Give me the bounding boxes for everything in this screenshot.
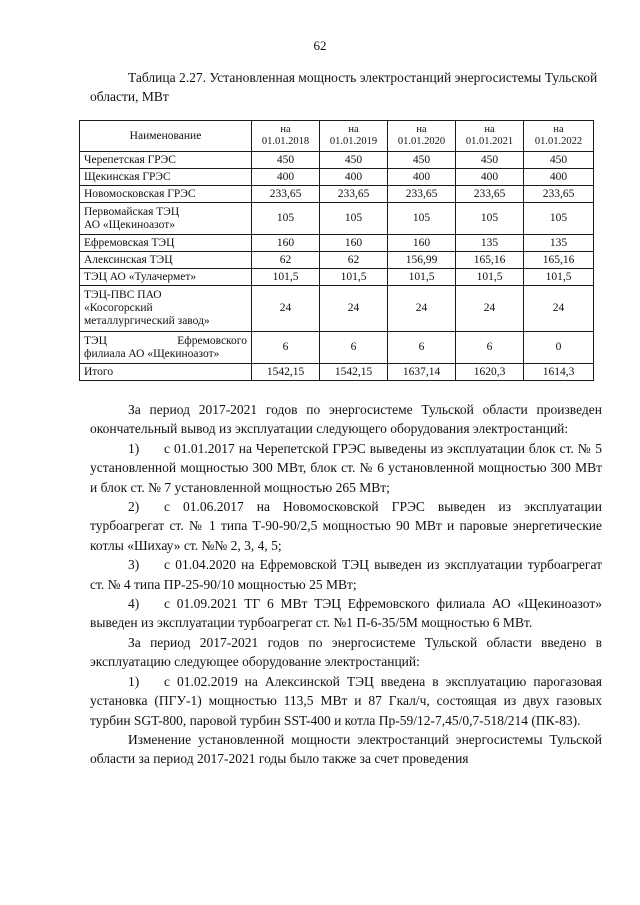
plant-name-line: АО «Щекиноазот» bbox=[84, 218, 175, 231]
plant-name-line: филиала АО «Щекиноазот» bbox=[84, 347, 220, 360]
item-text: с 01.04.2020 на Ефремовской ТЭЦ выведен из эксплуатации турбоагрегат ст. № 4 типа ПР-25-90/10 мощностью 25 МВт; bbox=[90, 557, 602, 592]
paragraph-commission-intro: За период 2017-2021 годов по энергосистеме Тульской области введено в эксплуатацию следующее оборудование электростанций: bbox=[90, 634, 602, 670]
total-value: 1620,3 bbox=[456, 364, 524, 381]
capacity-value: 233,65 bbox=[252, 186, 320, 203]
total-value: 1542,15 bbox=[252, 364, 320, 381]
capacity-value: 24 bbox=[456, 286, 524, 332]
capacity-value: 233,65 bbox=[456, 186, 524, 203]
capacity-value: 105 bbox=[456, 203, 524, 235]
capacity-value: 165,16 bbox=[524, 252, 594, 269]
item-text: с 01.02.2019 на Алексинской ТЭЦ введена в эксплуатацию парогазовая установка (ПГУ-1) мощностью 113,5 МВт и 87 Гкал/ч, состоящая из двух газовых турбин SGT-800, паровой турбин SST-400 и котла Пр-59/12-7,45/0,7-518/214 (ПК-83). bbox=[90, 673, 602, 728]
year-date: 01.01.2019 bbox=[329, 136, 378, 147]
column-header-year bbox=[388, 121, 456, 152]
item-number: 4) bbox=[128, 596, 140, 612]
table-row bbox=[80, 286, 594, 332]
total-value: 1637,14 bbox=[388, 364, 456, 381]
year-date: 01.01.2022 bbox=[534, 136, 583, 147]
capacity-value: 0 bbox=[524, 332, 594, 364]
capacity-value: 400 bbox=[524, 169, 594, 186]
plant-name: Новомосковская ГРЭС bbox=[80, 186, 252, 203]
item-number: 3) bbox=[128, 557, 140, 573]
capacity-value: 105 bbox=[524, 203, 594, 235]
capacity-value: 6 bbox=[320, 332, 388, 364]
capacity-value: 101,5 bbox=[252, 269, 320, 286]
paragraph-closing: Изменение установленной мощности электростанций энергосистемы Тульской области за период 2017-2021 годы было также за счет проведения bbox=[90, 731, 602, 767]
item-text: с 01.01.2017 на Черепетской ГРЭС выведены из эксплуатации блок ст. № 5 установленной мощностью 300 МВт, блок ст. № 6 установленной мощностью 300 МВт и блок ст. № 7 установленной мощностью 265 МВт; bbox=[90, 440, 602, 495]
item-number: 2) bbox=[128, 499, 140, 515]
decommission-item bbox=[90, 555, 602, 594]
table-row bbox=[80, 252, 594, 269]
capacity-value: 400 bbox=[456, 169, 524, 186]
capacity-value: 160 bbox=[252, 235, 320, 252]
table-total-row bbox=[80, 364, 594, 381]
plant-name-line: ТЭЦ Ефремовского bbox=[84, 334, 247, 347]
column-header-name: Наименование bbox=[80, 121, 252, 152]
item-number: 1) bbox=[128, 673, 140, 689]
plant-name: Алексинская ТЭЦ bbox=[80, 252, 252, 269]
column-header-year bbox=[456, 121, 524, 152]
commission-item bbox=[90, 672, 602, 730]
year-date: 01.01.2018 bbox=[261, 136, 310, 147]
capacity-value: 101,5 bbox=[388, 269, 456, 286]
capacity-value: 6 bbox=[388, 332, 456, 364]
capacity-value: 233,65 bbox=[388, 186, 456, 203]
capacity-value: 62 bbox=[320, 252, 388, 269]
column-header-year bbox=[524, 121, 594, 152]
capacity-value: 233,65 bbox=[524, 186, 594, 203]
capacity-value: 450 bbox=[524, 152, 594, 169]
capacity-value: 450 bbox=[320, 152, 388, 169]
capacity-value: 24 bbox=[524, 286, 594, 332]
power-plants-table bbox=[79, 120, 594, 381]
plant-name-line: металлургический завод» bbox=[84, 315, 210, 327]
capacity-value: 101,5 bbox=[524, 269, 594, 286]
table-row bbox=[80, 235, 594, 252]
table-caption: Таблица 2.27. Установленная мощность электростанций энергосистемы Тульской области, МВт bbox=[90, 70, 598, 104]
column-header-year bbox=[252, 121, 320, 152]
decommission-item bbox=[90, 497, 602, 555]
capacity-value: 24 bbox=[388, 286, 456, 332]
capacity-value: 105 bbox=[320, 203, 388, 235]
plant-name: Черепетская ГРЭС bbox=[80, 152, 252, 169]
plant-name-line: «Косогорский bbox=[84, 302, 153, 314]
capacity-value: 105 bbox=[252, 203, 320, 235]
capacity-value: 450 bbox=[388, 152, 456, 169]
table-row bbox=[80, 152, 594, 169]
table-row bbox=[80, 186, 594, 203]
capacity-value: 450 bbox=[252, 152, 320, 169]
plant-name: ТЭЦ АО «Тулачермет» bbox=[80, 269, 252, 286]
table-row bbox=[80, 269, 594, 286]
table-row bbox=[80, 203, 594, 235]
year-prefix: на bbox=[280, 124, 291, 135]
capacity-value: 62 bbox=[252, 252, 320, 269]
item-number: 1) bbox=[128, 440, 140, 456]
capacity-value: 233,65 bbox=[320, 186, 388, 203]
year-date: 01.01.2020 bbox=[397, 136, 446, 147]
total-value: 1614,3 bbox=[524, 364, 594, 381]
item-text: с 01.06.2017 на Новомосковской ГРЭС выведен из эксплуатации турбоагрегат ст. № 1 типа Т-90-90/2,5 мощностью 90 МВт и паровые энергетические котлы «Шихау» ст. №№ 2, 3, 4, 5; bbox=[90, 499, 602, 553]
plant-name bbox=[80, 203, 252, 235]
year-prefix: на bbox=[416, 124, 427, 135]
plant-name: Ефремовская ТЭЦ bbox=[80, 235, 252, 252]
capacity-value: 165,16 bbox=[456, 252, 524, 269]
item-text: с 01.09.2021 ТГ 6 МВт ТЭЦ Ефремовского филиала АО «Щекиноазот» выведен из эксплуатации турбоагрегат ст. №1 П-6-35/5М мощностью 6 МВт. bbox=[90, 596, 602, 631]
total-label: Итого bbox=[80, 364, 252, 381]
year-prefix: на bbox=[348, 124, 359, 135]
capacity-value: 101,5 bbox=[320, 269, 388, 286]
plant-name: Щекинская ГРЭС bbox=[80, 169, 252, 186]
table-row bbox=[80, 169, 594, 186]
capacity-value: 160 bbox=[320, 235, 388, 252]
body-text bbox=[90, 400, 602, 769]
capacity-value: 400 bbox=[320, 169, 388, 186]
year-prefix: на bbox=[484, 124, 495, 135]
page-number: 62 bbox=[313, 38, 327, 53]
capacity-value: 156,99 bbox=[388, 252, 456, 269]
capacity-value: 24 bbox=[252, 286, 320, 332]
table-row bbox=[80, 332, 594, 364]
capacity-value: 105 bbox=[388, 203, 456, 235]
year-date: 01.01.2021 bbox=[465, 136, 514, 147]
plant-name-line: ТЭЦ-ПВС ПАО bbox=[84, 289, 162, 301]
column-header-year bbox=[320, 121, 388, 152]
capacity-value: 6 bbox=[252, 332, 320, 364]
decommission-item bbox=[90, 594, 602, 633]
paragraph-decommission-intro: За период 2017-2021 годов по энергосистеме Тульской области произведен окончательный вывод из эксплуатации следующего оборудования электростанций: bbox=[90, 402, 602, 437]
capacity-value: 135 bbox=[524, 235, 594, 252]
total-value: 1542,15 bbox=[320, 364, 388, 381]
plant-name bbox=[80, 286, 252, 332]
capacity-value: 450 bbox=[456, 152, 524, 169]
capacity-value: 24 bbox=[320, 286, 388, 332]
capacity-value: 400 bbox=[388, 169, 456, 186]
decommission-item bbox=[90, 439, 602, 497]
capacity-value: 101,5 bbox=[456, 269, 524, 286]
capacity-value: 135 bbox=[456, 235, 524, 252]
capacity-value: 6 bbox=[456, 332, 524, 364]
plant-name-line: Первомайская ТЭЦ bbox=[84, 205, 180, 218]
table-header-row bbox=[80, 121, 594, 152]
capacity-value: 160 bbox=[388, 235, 456, 252]
plant-name bbox=[80, 332, 252, 364]
year-prefix: на bbox=[553, 124, 564, 135]
capacity-value: 400 bbox=[252, 169, 320, 186]
